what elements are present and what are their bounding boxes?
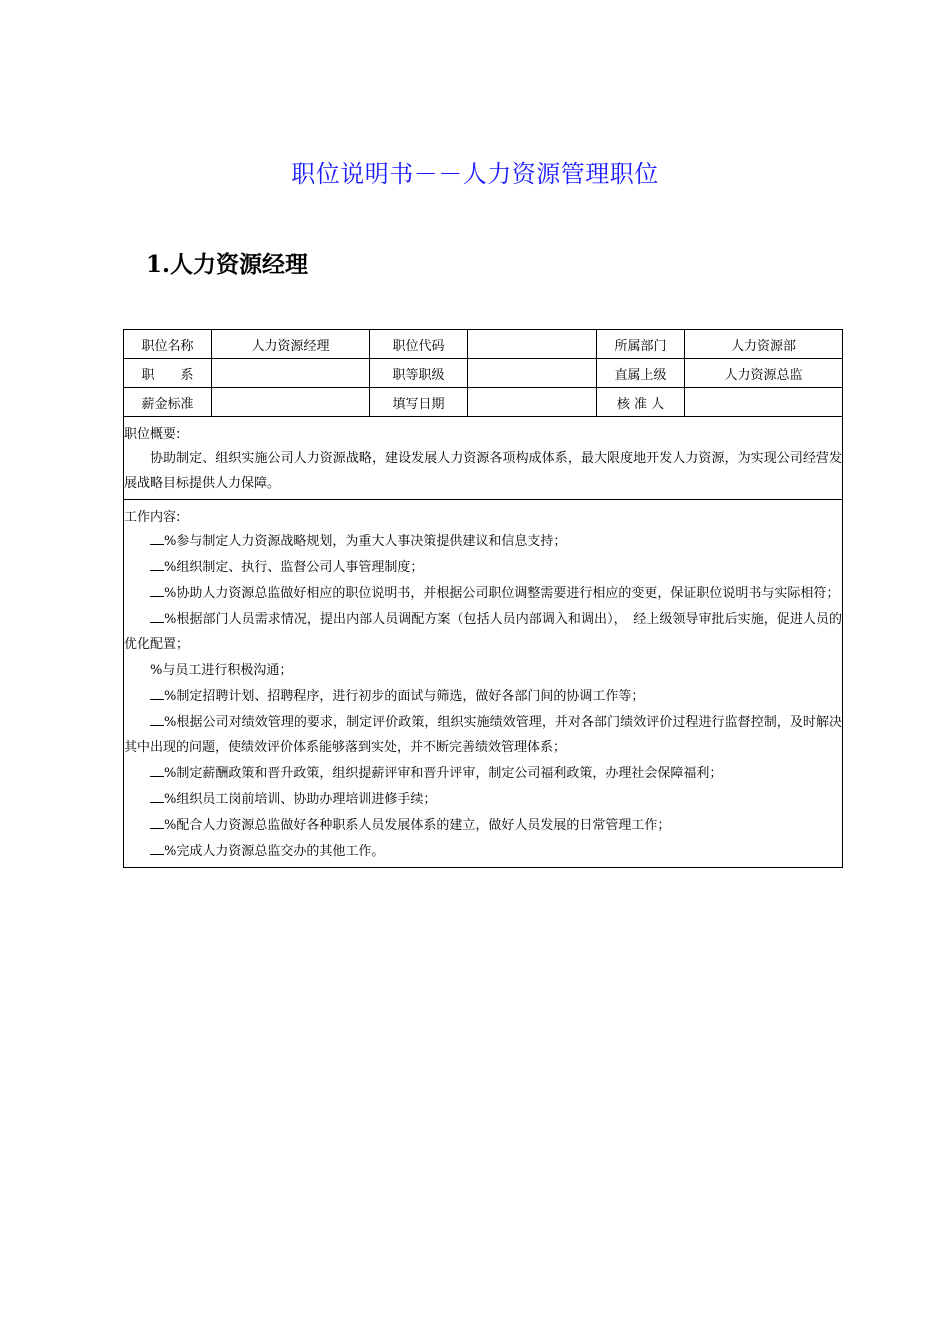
table-row xyxy=(124,388,843,417)
section-heading: 1.人力资源经理 xyxy=(146,251,309,278)
duty-text: %参与制定人力资源战略规划，为重大人事决策提供建议和信息支持； xyxy=(164,534,567,549)
value-grade-level xyxy=(468,359,597,388)
duty-text: %根据公司对绩效管理的要求，制定评价政策，组织实施绩效管理，并对各部门绩效评价过程进行监督控制，及时解决其中出现的问题，使绩效评价体系能够落到实处，并不断完善绩效管理体系； xyxy=(124,715,842,755)
duty-item xyxy=(124,787,842,812)
summary-title: 职位概要: xyxy=(124,427,181,442)
percent-blank xyxy=(150,584,164,597)
value-fill-date xyxy=(468,388,597,417)
summary-text: 协助制定、组织实施公司人力资源战略，建设发展人力资源各项构成体系，最大限度地开发人力资源，为实现公司经营发展战略目标提供人力保障。 xyxy=(124,451,842,491)
value-position-code xyxy=(468,330,597,359)
document-title: 职位说明书－－人力资源管理职位 xyxy=(291,160,659,188)
duty-text: %协助人力资源总监做好相应的职位说明书，并根据公司职位调整需要进行相应的变更，保证职位说明书与实际相符； xyxy=(164,586,840,601)
duty-item xyxy=(124,607,842,657)
label-grade-level: 职等职级 xyxy=(370,359,468,388)
duty-text: %根据部门人员需求情况，提出内部人员调配方案（包括人员内部调入和调出）， 经上级领导审批后实施，促进人员的优化配置； xyxy=(124,612,842,652)
percent-blank xyxy=(150,687,164,700)
duties-title: 工作内容: xyxy=(124,510,181,525)
value-department: 人力资源部 xyxy=(685,330,843,359)
duties-cell xyxy=(124,500,843,868)
value-position-name: 人力资源经理 xyxy=(212,330,370,359)
duty-item xyxy=(124,529,842,554)
percent-blank xyxy=(150,842,164,855)
duty-text: %与员工进行积极沟通； xyxy=(150,663,293,678)
duty-text: %配合人力资源总监做好各种职系人员发展体系的建立，做好人员发展的日常管理工作； xyxy=(164,818,671,833)
duty-text: %组织员工岗前培训、协助办理培训进修手续； xyxy=(164,792,437,807)
duty-item xyxy=(124,761,842,786)
percent-blank xyxy=(150,610,164,623)
value-job-family xyxy=(212,359,370,388)
summary-cell xyxy=(124,417,843,500)
duty-item xyxy=(124,839,842,864)
duty-item xyxy=(124,684,842,709)
percent-blank xyxy=(150,816,164,829)
duties-row xyxy=(124,500,843,868)
percent-blank xyxy=(150,558,164,571)
value-salary-standard xyxy=(212,388,370,417)
duty-item xyxy=(124,581,842,606)
duty-text: %组织制定、执行、监督公司人事管理制度； xyxy=(164,560,424,575)
percent-blank xyxy=(150,713,164,726)
percent-blank xyxy=(150,764,164,777)
label-fill-date: 填写日期 xyxy=(370,388,468,417)
label-position-code: 职位代码 xyxy=(370,330,468,359)
duty-text: %制定薪酬政策和晋升政策，组织提薪评审和晋升评审，制定公司福利政策，办理社会保障福利； xyxy=(164,766,723,781)
table-row xyxy=(124,330,843,359)
label-department: 所属部门 xyxy=(597,330,685,359)
percent-blank xyxy=(150,790,164,803)
duty-text: %制定招聘计划、招聘程序，进行初步的面试与筛选，做好各部门间的协调工作等； xyxy=(164,689,645,704)
label-direct-supervisor: 直属上级 xyxy=(597,359,685,388)
summary-row xyxy=(124,417,843,500)
label-approver: 核 准 人 xyxy=(597,388,685,417)
duty-text: %完成人力资源总监交办的其他工作。 xyxy=(164,844,385,859)
duty-list xyxy=(124,529,842,867)
percent-blank xyxy=(150,532,164,545)
duty-item xyxy=(124,658,842,683)
job-description-table xyxy=(123,329,843,868)
table-row xyxy=(124,359,843,388)
label-position-name: 职位名称 xyxy=(124,330,212,359)
duty-item xyxy=(124,555,842,580)
label-job-family: 职 系 xyxy=(124,359,212,388)
duty-item xyxy=(124,710,842,760)
label-salary-standard: 薪金标准 xyxy=(124,388,212,417)
value-direct-supervisor: 人力资源总监 xyxy=(685,359,843,388)
value-approver xyxy=(685,388,843,417)
duty-item xyxy=(124,813,842,838)
